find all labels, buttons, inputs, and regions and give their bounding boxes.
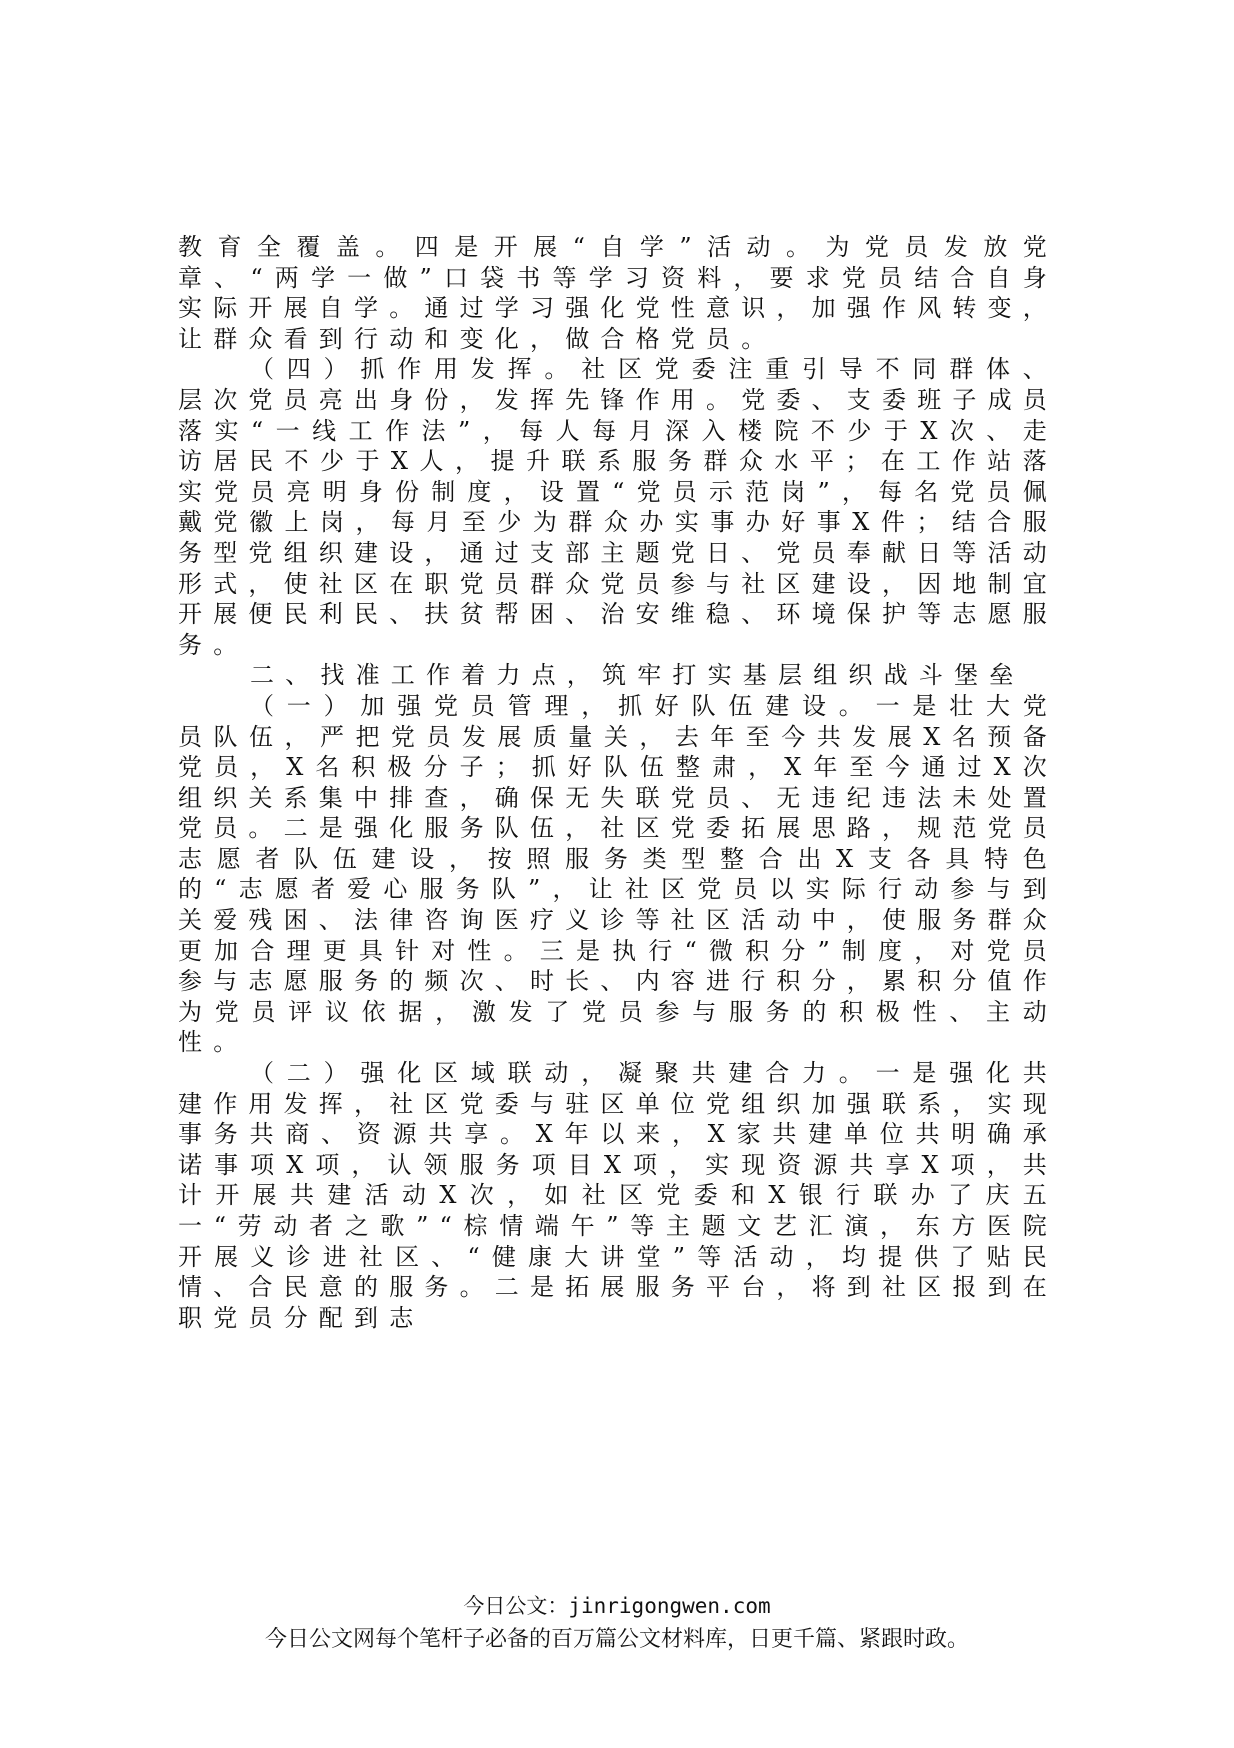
footer-site-label: 今日公文： xyxy=(463,1594,569,1618)
paragraph-2: （四）抓作用发挥。社区党委注重引导不同群体、层次党员亮出身份，发挥先锋作用。党委、支委班子成员落实“一线工作法”，每人每月深入楼院不少于X次、走访居民不少于X人，提升联系服务群众水平；在工作站落实党员亮明身份制度，设置“党员示范岗”，每名党员佩戴党徽上岗，每月至少为群众办实事办好事X件；结合服务型党组织建设，通过支部主题党日、党员奉献日等活动形式，使社区在职党员群众党员参与社区建设，因地制宜开展便民利民、扶贫帮困、治安维稳、环境保护等志愿服务。 xyxy=(178,355,1058,659)
document-body xyxy=(178,232,1058,1333)
footer-site-line xyxy=(0,1590,1234,1620)
paragraph-1: 教育全覆盖。四是开展“自学”活动。为党员发放党章、“两学一做”口袋书等学习资料，要求党员结合自身实际开展自学。通过学习强化党性意识，加强作风转变，让群众看到行动和变化，做合格党员。 xyxy=(178,233,1058,353)
footer-slogan: 今日公文网每个笔杆子必备的百万篇公文材料库，日更千篇、紧跟时政。 xyxy=(264,1627,969,1652)
section-heading: 二、找准工作着力点，筑牢打实基层组织战斗堡垒 xyxy=(250,661,1025,690)
paragraph-3: （一）加强党员管理，抓好队伍建设。一是壮大党员队伍，严把党员发展质量关，去年至今共发展X名预备党员，X名积极分子；抓好队伍整肃，X年至今通过X次组织关系集中排查，确保无失联党员、无违纪违法未处置党员。二是强化服务队伍，社区党委拓展思路，规范党员志愿者队伍建设，按照服务类型整合出X支各具特色的“志愿者爱心服务队”，让社区党员以实际行动参与到关爱残困、法律咨询医疗义诊等社区活动中，使服务群众更加合理更具针对性。三是执行“微积分”制度，对党员参与志愿服务的频次、时长、内容进行积分，累积分值作为党员评议依据，激发了党员参与服务的积极性、主动性。 xyxy=(178,691,1058,1057)
footer-site-link[interactable]: jinrigongwen.com xyxy=(568,1594,771,1618)
paragraph-4: （二）强化区域联动，凝聚共建合力。一是强化共建作用发挥，社区党委与驻区单位党组织加强联系，实现事务共商、资源共享。X年以来，X家共建单位共明确承诺事项X项，认领服务项目X项，实现资源共享X项，共计开展共建活动X次，如社区党委和X银行联办了庆五一“劳动者之歌”“棕情端午”等主题文艺汇演，东方医院开展义诊进社区、“健康大讲堂”等活动，均提供了贴民情、合民意的服务。二是拓展服务平台，将到社区报到在职党员分配到志 xyxy=(178,1059,1058,1332)
